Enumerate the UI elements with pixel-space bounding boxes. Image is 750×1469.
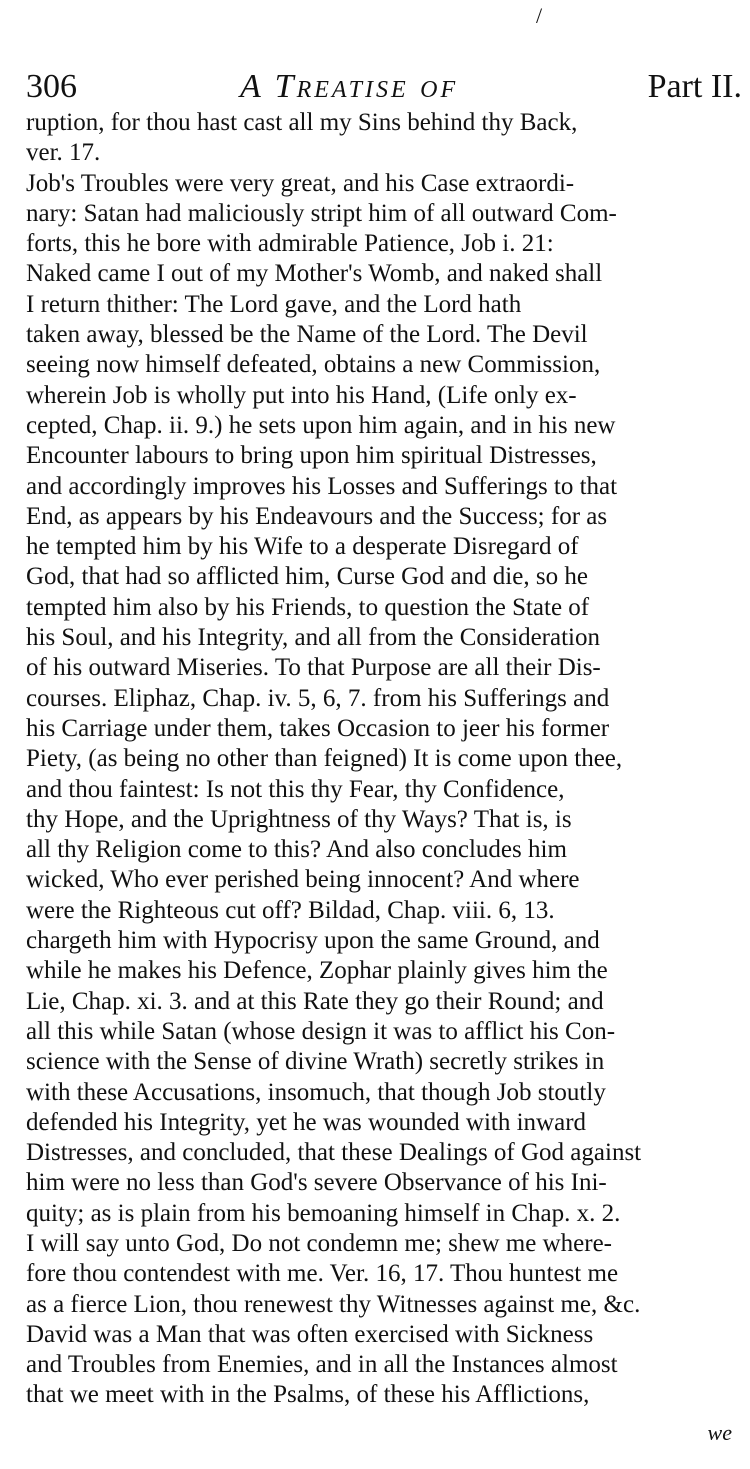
text-line: David was a Man that was often exercised with Sickness	[26, 1320, 594, 1348]
text-line: wicked, Who ever perished being innocent? And where	[26, 866, 580, 894]
text-line: God, that had so afflicted him, Curse God and die, so he	[26, 563, 588, 591]
text-line: chargeth him with Hypocrisy upon the same Ground, and	[26, 927, 600, 955]
text-line: Encounter labours to bring upon him spiritual Distresses,	[26, 442, 597, 470]
text-line: all thy Religion come to this? And also concludes him	[26, 836, 567, 864]
text-line: seeing now himself defeated, obtains a new Commission,	[26, 351, 601, 379]
text-line: of his outward Miseries. To that Purpose are all their Dis-	[26, 654, 601, 682]
text-line: wherein Job is wholly put into his Hand, (Life only ex-	[26, 381, 577, 409]
text-line: and accordingly improves his Losses and Sufferings to that	[26, 472, 618, 500]
text-line: ver. 17.	[26, 139, 101, 167]
text-line: all this while Satan (whose design it was to afflict his Con-	[26, 1017, 616, 1045]
text-line: as a fierce Lion, thou renewest thy Witnesses against me, &c.	[26, 1290, 641, 1318]
text-line: quity; as is plain from his bemoaning himself in Chap. x. 2.	[26, 1199, 621, 1227]
text-line: nary: Satan had maliciously stript him of all outward Com-	[26, 199, 617, 227]
running-title: A Treatise of	[240, 68, 459, 105]
text-line: while he makes his Defence, Zophar plainly gives him the	[26, 957, 608, 985]
text-line: Job's Troubles were very great, and his Case extraordi-	[26, 169, 575, 197]
text-line: defended his Integrity, yet he was wounded with inward	[26, 1108, 587, 1136]
text-line: his Carriage under them, takes Occasion to jeer his former	[26, 714, 610, 742]
text-line: thy Hope, and the Uprightness of thy Ways? That is, is	[26, 805, 572, 833]
part-label: Part II.	[647, 68, 742, 105]
text-line: taken away, blessed be the Name of the Lord. The Devil	[26, 321, 588, 349]
text-line: cepted, Chap. ii. 9.) he sets upon him again, and in his new	[26, 411, 616, 439]
text-line: and thou faintest: Is not this thy Fear, thy Confidence,	[26, 775, 565, 803]
text-line: with these Accusations, insomuch, that though Job stoutly	[26, 1078, 606, 1106]
body-text	[26, 108, 742, 1411]
text-line: forts, this he bore with admirable Patience, Job i. 21:	[26, 230, 554, 258]
text-line: were the Righteous cut off? Bildad, Chap. viii. 6, 13.	[26, 896, 555, 924]
text-line: I return thither: The Lord gave, and the Lord hath	[26, 290, 522, 318]
margin-mark: /	[536, 3, 543, 28]
text-line: him were no less than God's severe Observance of his Ini-	[26, 1169, 607, 1197]
page-number: 306	[26, 68, 77, 105]
text-line: Lie, Chap. xi. 3. and at this Rate they go their Round; and	[26, 987, 604, 1015]
text-line: tempted him also by his Friends, to question the State of	[26, 593, 590, 621]
text-line: I will say unto God, Do not condemn me; shew me where-	[26, 1229, 612, 1257]
text-line: science with the Sense of divine Wrath) secretly strikes in	[26, 1048, 605, 1076]
text-line: Piety, (as being no other than feigned) It is come upon thee,	[26, 745, 623, 773]
text-line: that we meet with in the Psalms, of these his Afflictions,	[26, 1381, 590, 1409]
text-line: Distresses, and concluded, that these Dealings of God against	[26, 1139, 642, 1167]
page-header	[26, 64, 742, 110]
text-line: courses. Eliphaz, Chap. iv. 5, 6, 7. from his Sufferings and	[26, 684, 610, 712]
text-line: ruption, for thou hast cast all my Sins behind thy Back,	[26, 109, 578, 136]
catchword: we	[707, 1420, 732, 1445]
text-line: and Troubles from Enemies, and in all the Instances almost	[26, 1351, 618, 1379]
text-line: Naked came I out of my Mother's Womb, and naked shall	[26, 260, 603, 288]
text-line: he tempted him by his Wife to a desperate Disregard of	[26, 533, 579, 561]
text-line: End, as appears by his Endeavours and the Success; for as	[26, 502, 608, 530]
text-line: his Soul, and his Integrity, and all from the Consideration	[26, 624, 600, 652]
text-line: fore thou contendest with me. Ver. 16, 17. Thou huntest me	[26, 1260, 619, 1288]
